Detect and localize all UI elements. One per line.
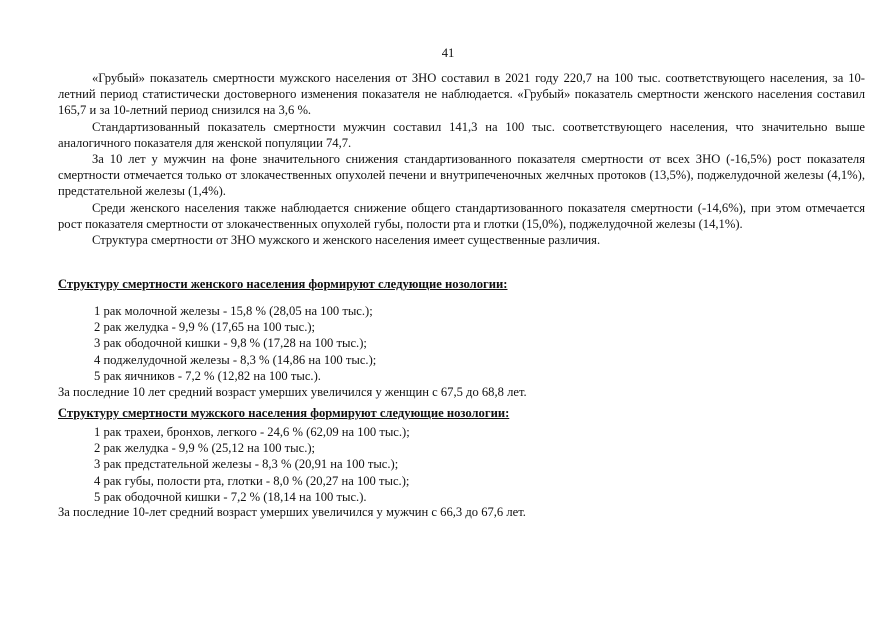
paragraph-male-trend: За 10 лет у мужчин на фоне значительного снижения стандартизованного показателя смертности от всех ЗНО (-16,5%) рост показателя смертности отмечается только от злокачественных опухолей печени и внутрипеченочных желчных протоков (13,5%), поджелудочной железы (4,1%), предстательной железы (1,4%). xyxy=(58,152,865,199)
paragraph-crude-mortality: «Грубый» показатель смертности мужского населения от ЗНО составил в 2021 году 220,7 на 100 тыс. соответствующего населения, за 10-летний период статистически достоверного изменения показателя не наблюдается. «Грубый» показатель смертности женского населения составил 165,7 и за 10-летний период снизился на 3,6 %. xyxy=(58,71,865,118)
paragraph-female-trend: Среди женского населения также наблюдается снижение общего стандартизованного показателя смертности (-14,6%), при этом отмечается рост показателя смертности от злокачественных опухолей губы, полости рта и глотки (15,0%), поджелудочной железы (14,1%). xyxy=(58,200,865,231)
list-item: 5 рак ободочной кишки - 7,2 % (18,14 на 100 тыс.). xyxy=(94,489,367,504)
list-item: 1 рак трахеи, бронхов, легкого - 24,6 % (62,09 на 100 тыс.); xyxy=(94,425,410,439)
list-item: 5 рак яичников - 7,2 % (12,82 на 100 тыс.). xyxy=(94,368,321,383)
body-text xyxy=(58,70,865,248)
page-number: 41 xyxy=(441,46,455,60)
paragraph-structure-differences: Структура смертности от ЗНО мужского и женского населения имеет существенные различия. xyxy=(92,233,601,248)
male-section-heading: Структуру смертности мужского населения формируют следующие нозологии: xyxy=(58,406,510,420)
list-item: 3 рак предстательной железы - 8,3 % (20,91 на 100 тыс.); xyxy=(94,457,399,472)
list-item: 4 рак губы, полости рта, глотки - 8,0 % (20,27 на 100 тыс.); xyxy=(94,473,410,488)
male-nosology-list xyxy=(94,424,410,505)
female-age-summary: За последние 10 лет средний возраст умерших увеличился у женщин с 67,5 до 68,8 лет. xyxy=(58,385,527,399)
list-item: 1 рак молочной железы - 15,8 % (28,05 на 100 тыс.); xyxy=(94,304,373,318)
female-section-heading: Структуру смертности женского населения формируют следующие нозологии: xyxy=(58,277,508,291)
female-nosology-list xyxy=(94,303,376,384)
list-item: 3 рак ободочной кишки - 9,8 % (17,28 на 100 тыс.); xyxy=(94,336,367,351)
paragraph-standardized-mortality: Стандартизованный показатель смертности мужчин составил 141,3 на 100 тыс. соответствующего населения, что значительно выше аналогичного показателя для женской популяции 74,7. xyxy=(58,119,865,150)
male-age-summary: За последние 10-лет средний возраст умерших увеличился у мужчин с 66,3 до 67,6 лет. xyxy=(58,505,526,519)
list-item: 2 рак желудка - 9,9 % (17,65 на 100 тыс.); xyxy=(94,320,316,335)
list-item: 2 рак желудка - 9,9 % (25,12 на 100 тыс.); xyxy=(94,441,316,456)
list-item: 4 поджелудочной железы - 8,3 % (14,86 на 100 тыс.); xyxy=(94,352,377,367)
